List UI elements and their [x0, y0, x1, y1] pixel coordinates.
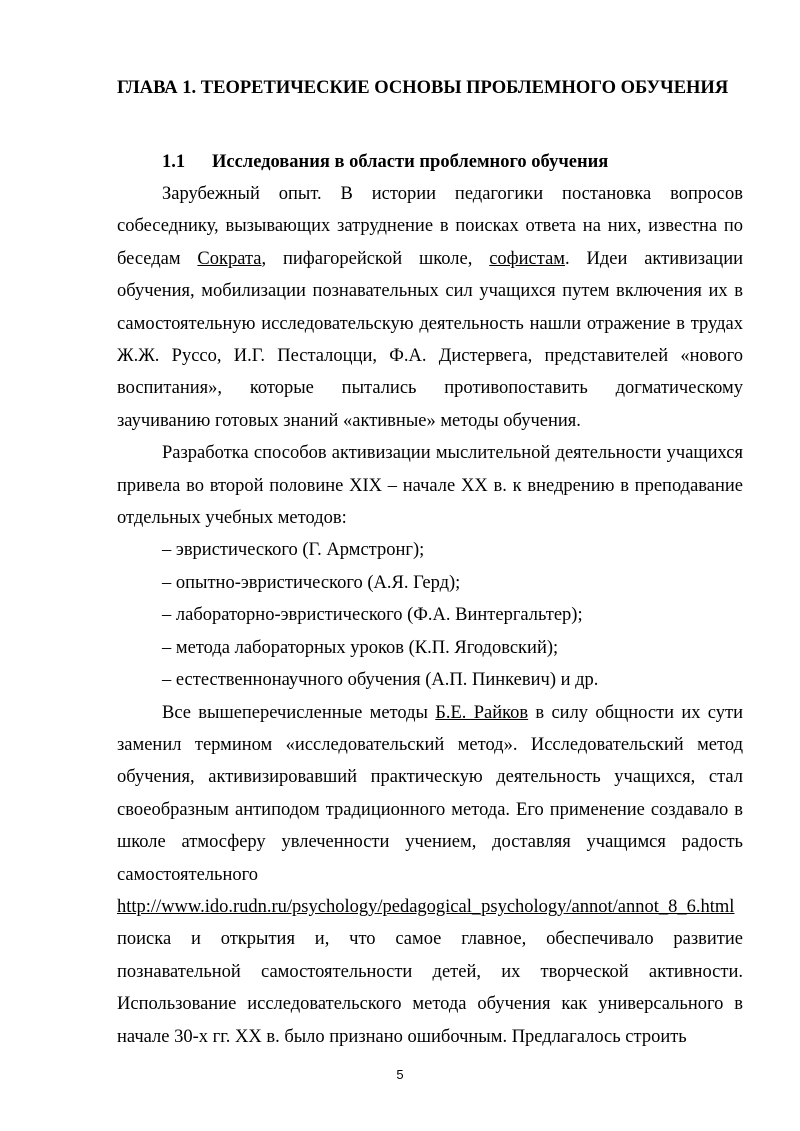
- source-url-link[interactable]: http://www.ido.rudn.ru/psychology/pedagogical_psychology/annot/annot_8_6.html: [117, 896, 735, 917]
- paragraph-text: Все вышеперечисленные методы: [162, 702, 436, 723]
- paragraph-text: , пифагорейской школе,: [261, 248, 490, 269]
- section-title: Исследования в области проблемного обучения: [212, 152, 609, 172]
- link-raikov[interactable]: Б.Е. Райков: [435, 702, 529, 723]
- page-number: 5: [396, 1067, 404, 1082]
- methods-list: [117, 534, 743, 696]
- paragraph-text: . Идеи активизации обучения, мобилизации познавательных сил учащихся путем включения их в самостоятельную исследовательскую деятельность нашли отражение в трудах Ж.Ж. Руссо, И.Г. Песталоцци, Ф.А. Дистервега, представителей «нового воспитания», которые пытались противопоставить догматическому заучиванию готовых знаний «активные» методы обучения.: [117, 248, 743, 431]
- link-socrates[interactable]: Сократа: [197, 248, 262, 269]
- list-item: – опытно-эвристического (А.Я. Герд);: [162, 572, 461, 593]
- list-item: – эвристического (Г. Армстронг);: [162, 540, 425, 561]
- paragraph-continuation: поиска и открытия и, что самое главное, обеспечивало развитие познавательной самостоятельности детей, их творческой активности. Использование исследовательского метода обучения как универсального в начале 30-х гг. XX в. было признано ошибочным. Предлагалось строить: [117, 929, 743, 1047]
- url-line: [117, 891, 743, 923]
- paragraph-foreign-experience: [117, 178, 743, 437]
- list-item: – естественнонаучного обучения (А.П. Пинкевич) и др.: [162, 670, 599, 691]
- chapter-title: ГЛАВА 1. ТЕОРЕТИЧЕСКИЕ ОСНОВЫ ПРОБЛЕМНОГО ОБУЧЕНИЯ: [117, 78, 729, 98]
- paragraph-text: в силу общности их сути заменил термином «исследовательский метод». Исследовательский метод обучения, активизировавший практическую деятельность учащихся, стал своеобразным антиподом традиционного метода. Его применение создавало в школе атмосферу увлеченности учением, доставляя учащимся радость самостоятельного: [117, 702, 744, 885]
- paragraph-research-method: [117, 697, 743, 891]
- link-sophists[interactable]: софистам: [489, 248, 565, 269]
- list-item: – метода лабораторных уроков (К.П. Ягодовский);: [162, 637, 559, 658]
- paragraph-text: Зарубежный опыт. В истории педагогики постановка вопросов собеседнику, вызывающих затруднение в поисках ответа на них, известна по беседам: [117, 184, 743, 269]
- paragraph-methods-development: Разработка способов активизации мыслительной деятельности учащихся привела во второй половине XIX – начале XX в. к внедрению в преподавание отдельных учебных методов:: [117, 443, 743, 529]
- list-item: – лабораторно-эвристического (Ф.А. Винтергальтер);: [162, 605, 583, 626]
- section-number: 1.1: [162, 152, 186, 172]
- document-page: [117, 72, 743, 1053]
- section-heading: [117, 146, 743, 178]
